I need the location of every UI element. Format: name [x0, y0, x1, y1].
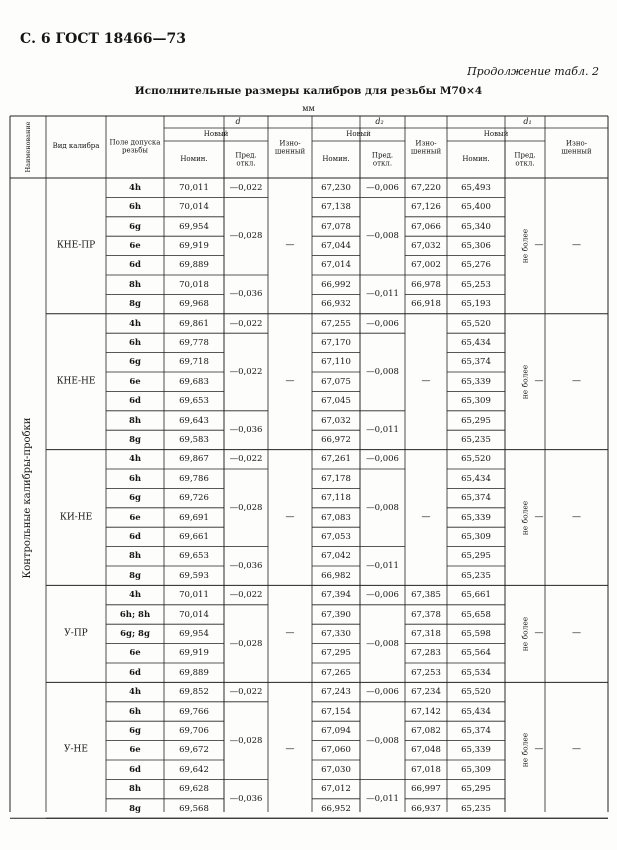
d2-worn: 66,937 — [411, 803, 441, 814]
d-nominal: 69,653 — [179, 395, 209, 406]
d2-deviation: —0,008 — [366, 735, 399, 746]
d2-deviation: —0,011 — [366, 560, 399, 571]
d2-nominal: 67,330 — [321, 628, 351, 639]
tolerance-field: 8h — [128, 551, 142, 562]
d-deviation: —0,036 — [229, 560, 263, 571]
d1-nominal: 65,374 — [461, 357, 491, 368]
d1-nominal: 65,306 — [461, 240, 491, 251]
tolerance-field: 6e — [129, 648, 141, 659]
d2-worn: 67,082 — [411, 725, 441, 736]
d-nominal: 70,018 — [179, 279, 209, 290]
d1-nominal: 65,295 — [461, 783, 491, 794]
d2-nominal: 67,265 — [321, 667, 351, 678]
d2-nominal: 66,952 — [321, 803, 351, 814]
d1-nominal: 65,309 — [461, 531, 491, 542]
d-worn-dash: — — [285, 744, 295, 755]
d1-nominal: 65,339 — [461, 376, 491, 387]
header-d2-deviation: Пред. откл. — [371, 151, 394, 167]
d1-nominal: 65,374 — [461, 492, 491, 503]
d1-deviation-dash: — — [534, 744, 544, 755]
d-nominal: 69,954 — [179, 628, 209, 639]
d2-nominal: 66,972 — [321, 434, 351, 445]
d-nominal: 69,919 — [179, 240, 209, 251]
d-nominal: 69,861 — [179, 318, 209, 329]
d1-nominal: 65,400 — [461, 201, 491, 212]
d1-deviation-dash: — — [534, 240, 544, 251]
d-nominal: 70,011 — [179, 182, 209, 193]
d-nominal: 69,568 — [179, 803, 209, 814]
d-deviation: —0,028 — [229, 638, 263, 649]
d1-deviation-dash: — — [534, 628, 544, 639]
d-deviation: —0,022 — [229, 589, 263, 600]
d2-nominal: 67,044 — [321, 240, 351, 251]
tolerance-field: 8h — [128, 415, 142, 426]
tolerance-field: 6g — [129, 221, 141, 232]
d2-nominal: 66,982 — [321, 570, 351, 581]
header-d1-deviation: Пред. откл. — [514, 151, 536, 167]
d2-nominal: 67,060 — [321, 745, 351, 756]
header-kind: Вид калибра — [52, 142, 100, 151]
tolerance-field: 8g — [129, 298, 141, 309]
d-deviation: —0,028 — [229, 502, 263, 513]
d-nominal: 69,672 — [179, 745, 209, 756]
d-worn-dash: — — [285, 512, 295, 522]
d-nominal: 69,706 — [179, 725, 209, 736]
d1-nominal: 65,339 — [461, 745, 491, 756]
d2-worn: 67,253 — [411, 667, 441, 678]
d1-nominal: 65,295 — [461, 415, 491, 426]
tolerance-field: 6d — [129, 395, 141, 406]
d2-deviation: —0,006 — [366, 589, 399, 600]
d-worn-dash: — — [285, 628, 295, 639]
tolerance-field: 4h — [128, 454, 142, 465]
d2-worn: 67,018 — [411, 764, 441, 775]
tolerance-field: 8h — [128, 279, 142, 290]
d-nominal: 69,583 — [179, 434, 209, 445]
d-deviation: —0,028 — [229, 735, 263, 746]
d2-nominal: 67,394 — [321, 589, 351, 600]
d2-worn: 67,066 — [411, 221, 441, 232]
d-nominal: 69,593 — [179, 570, 209, 581]
d2-worn: 67,126 — [411, 201, 441, 212]
continuation-note: Продолжение табл. 2 — [467, 65, 599, 78]
tolerance-field: 6d — [129, 260, 141, 271]
d2-deviation: —0,011 — [366, 289, 399, 300]
d2-nominal: 67,390 — [321, 609, 351, 620]
d-nominal: 69,766 — [179, 706, 209, 717]
header-d-nominal: Номин. — [180, 155, 208, 164]
d1-nominal: 65,520 — [461, 454, 491, 465]
header-field: Поле допуска резьбы — [109, 138, 161, 154]
d2-nominal: 66,992 — [321, 279, 351, 290]
d1-nominal: 65,235 — [461, 570, 491, 581]
header-d-new: Новый — [203, 130, 229, 139]
d2-worn: 67,048 — [411, 745, 441, 756]
d-nominal: 69,778 — [179, 337, 209, 348]
d2-worn: 67,142 — [411, 706, 441, 717]
tolerance-field: 4h — [128, 318, 142, 329]
tolerance-field: 8g — [129, 570, 141, 581]
d2-worn: 67,283 — [411, 648, 441, 659]
caliber-name: КНЕ-НЕ — [56, 376, 96, 387]
d1-deviation-dash: — — [534, 376, 544, 387]
d-nominal: 69,683 — [179, 376, 209, 387]
d-nominal: 69,643 — [179, 415, 209, 426]
tolerance-field: 6h; 8h — [119, 609, 151, 620]
header-d1: d₁ — [523, 116, 532, 126]
d1-nominal: 65,434 — [461, 337, 491, 348]
tolerance-field: 6e — [129, 512, 141, 523]
d-nominal: 70,014 — [179, 609, 209, 620]
group-label: Контрольные калибры-пробки — [22, 417, 33, 579]
d2-deviation: —0,008 — [366, 502, 399, 513]
d-nominal: 69,889 — [179, 667, 209, 678]
d2-worn: 67,378 — [411, 609, 441, 620]
page-header: С. 6 ГОСТ 18466—73 — [20, 31, 186, 47]
d2-nominal: 67,030 — [321, 764, 351, 775]
tolerance-field: 6d — [129, 764, 141, 775]
d1-nominal: 65,193 — [461, 298, 491, 309]
not-more-note: не более — [520, 616, 530, 652]
d1-worn-dash: — — [572, 376, 581, 387]
d2-deviation: —0,008 — [366, 366, 399, 377]
d1-nominal: 65,520 — [461, 318, 491, 329]
d2-nominal: 67,053 — [321, 531, 351, 542]
header-d: d — [235, 116, 241, 126]
d1-nominal: 65,295 — [461, 551, 491, 562]
d2-nominal: 67,012 — [321, 783, 351, 794]
units-label: мм — [302, 104, 315, 113]
tolerance-field: 6h — [128, 201, 142, 212]
d2-nominal: 67,032 — [321, 415, 351, 426]
d-worn-dash: — — [285, 240, 295, 251]
d2-worn: 67,002 — [411, 260, 441, 271]
d1-worn-dash: — — [572, 744, 581, 755]
d2-nominal: 67,075 — [321, 376, 351, 387]
d2-nominal: 67,154 — [321, 706, 351, 717]
not-more-note: не более — [520, 228, 530, 264]
caliber-name: У-НЕ — [64, 744, 88, 755]
header-d2-new: Новый — [346, 130, 371, 139]
d-deviation: —0,036 — [229, 289, 263, 300]
tolerance-field: 6e — [129, 376, 141, 387]
d-deviation: —0,036 — [229, 424, 263, 435]
d2-nominal: 67,295 — [321, 648, 351, 659]
d1-nominal: 65,434 — [461, 473, 491, 484]
d2-nominal: 67,170 — [321, 337, 351, 348]
d2-deviation: —0,008 — [366, 638, 399, 649]
d2-deviation: —0,008 — [366, 230, 399, 241]
header-d2-nominal: Номин. — [322, 155, 350, 164]
d-nominal: 70,011 — [179, 589, 209, 600]
d-nominal: 69,867 — [179, 454, 209, 465]
d-nominal: 69,726 — [179, 492, 209, 503]
tolerance-field: 4h — [128, 182, 142, 193]
d-nominal: 69,786 — [179, 473, 209, 484]
d2-nominal: 67,243 — [321, 686, 351, 697]
d2-deviation: —0,006 — [366, 686, 399, 697]
d2-nominal: 66,932 — [321, 298, 351, 309]
d2-worn-dash: — — [421, 376, 431, 387]
d2-worn: 66,997 — [411, 783, 441, 794]
d1-nominal: 65,493 — [461, 182, 491, 193]
d2-nominal: 67,042 — [321, 551, 351, 562]
tolerance-field: 4h — [128, 589, 142, 600]
d2-nominal: 67,255 — [321, 318, 351, 329]
d-nominal: 69,661 — [179, 531, 209, 542]
d2-nominal: 67,230 — [321, 182, 351, 193]
d2-worn: 66,978 — [411, 279, 441, 290]
tolerance-field: 6h — [128, 706, 142, 717]
header-d-deviation: Пред. откл. — [235, 151, 257, 167]
d-nominal: 69,653 — [179, 551, 209, 562]
d-nominal: 69,954 — [179, 221, 209, 232]
d2-nominal: 67,078 — [321, 221, 351, 232]
d1-nominal: 65,520 — [461, 686, 491, 697]
d2-worn: 66,918 — [411, 298, 441, 309]
d1-nominal: 65,658 — [461, 609, 491, 620]
header-d1-new: Новый — [483, 130, 509, 139]
d2-deviation: —0,011 — [366, 793, 399, 804]
not-more-note: не более — [520, 500, 530, 535]
d2-worn: 67,318 — [411, 628, 441, 639]
caliber-name: КНЕ-ПР — [56, 240, 96, 251]
d2-nominal: 67,094 — [321, 725, 351, 736]
d-nominal: 69,889 — [179, 260, 209, 271]
d2-nominal: 67,110 — [321, 357, 351, 368]
d2-nominal: 67,014 — [321, 260, 351, 271]
tolerance-field: 6g — [129, 357, 141, 368]
header-name: Наименование — [23, 121, 32, 173]
tolerance-field: 6d — [129, 531, 141, 542]
tolerance-field: 6g — [129, 492, 141, 503]
d1-nominal: 65,374 — [461, 725, 491, 736]
d1-nominal: 65,434 — [461, 706, 491, 717]
header-d1-nominal: Номин. — [462, 155, 490, 164]
d1-nominal: 65,340 — [461, 221, 491, 232]
tolerance-field: 8g — [129, 434, 141, 445]
header-d2: d₂ — [375, 116, 384, 126]
d-nominal: 69,642 — [179, 764, 209, 775]
tolerance-field: 4h — [128, 686, 142, 697]
d1-nominal: 65,534 — [461, 667, 491, 678]
d-deviation: —0,022 — [229, 182, 263, 193]
d2-deviation: —0,006 — [366, 182, 399, 193]
d1-deviation-dash: — — [534, 512, 544, 522]
tolerance-field: 6d — [129, 667, 141, 678]
d2-nominal: 67,045 — [321, 395, 351, 406]
d2-worn-dash: — — [421, 512, 431, 522]
d-deviation: —0,022 — [229, 318, 263, 329]
d2-deviation: —0,011 — [366, 424, 399, 435]
d1-nominal: 65,564 — [461, 648, 491, 659]
d-deviation: —0,022 — [229, 454, 263, 465]
header-d1-worn: Изно-шенный — [561, 139, 592, 155]
tolerance-field: 6g — [129, 725, 141, 736]
d-deviation: —0,022 — [229, 366, 263, 377]
d1-nominal: 65,339 — [461, 512, 491, 523]
d2-nominal: 67,083 — [321, 512, 351, 523]
tolerance-field: 8h — [128, 783, 142, 794]
not-more-note: не более — [520, 364, 530, 399]
d-deviation: —0,028 — [229, 230, 263, 241]
d-nominal: 70,014 — [179, 201, 209, 212]
d-deviation: —0,036 — [229, 793, 263, 804]
d-worn-dash: — — [285, 376, 295, 387]
d-nominal: 69,718 — [179, 357, 209, 368]
d1-nominal: 65,309 — [461, 395, 491, 406]
d1-worn-dash: — — [572, 628, 581, 639]
d2-worn: 67,220 — [411, 182, 441, 193]
d1-nominal: 65,253 — [461, 279, 491, 290]
d2-worn: 67,032 — [411, 240, 441, 251]
d2-nominal: 67,138 — [321, 201, 351, 212]
d1-nominal: 65,276 — [461, 260, 491, 271]
d1-worn-dash: — — [572, 240, 581, 251]
caliber-name: У-ПР — [64, 628, 88, 639]
header-d-worn: Изно-шенный — [274, 139, 306, 155]
table-title: Исполнительные размеры калибров для резьбы М70×4 — [134, 85, 483, 97]
d1-nominal: 65,661 — [461, 589, 491, 600]
d-nominal: 69,628 — [179, 783, 209, 794]
d2-nominal: 67,118 — [321, 492, 351, 503]
d1-nominal: 65,598 — [461, 628, 491, 639]
tolerance-field: 6e — [129, 745, 141, 756]
d1-nominal: 65,235 — [461, 803, 491, 814]
d1-worn-dash: — — [572, 512, 581, 522]
d2-worn: 67,385 — [411, 589, 441, 600]
tolerance-field: 6g; 8g — [120, 628, 150, 639]
tolerance-field: 6e — [129, 240, 141, 251]
d-nominal: 69,691 — [179, 512, 209, 523]
d-nominal: 69,852 — [179, 686, 209, 697]
d2-deviation: —0,006 — [366, 318, 399, 329]
d2-nominal: 67,178 — [321, 473, 351, 484]
d2-deviation: —0,006 — [366, 454, 399, 465]
header-d2-worn: Изно-шенный — [410, 139, 442, 155]
d-nominal: 69,968 — [179, 298, 209, 309]
tolerance-field: 8g — [129, 803, 141, 814]
d2-nominal: 67,261 — [321, 454, 351, 465]
d1-nominal: 65,309 — [461, 764, 491, 775]
d1-nominal: 65,235 — [461, 434, 491, 445]
caliber-name: КИ-НЕ — [59, 512, 93, 522]
d-deviation: —0,022 — [229, 686, 263, 697]
d-nominal: 69,919 — [179, 648, 209, 659]
tolerance-field: 6h — [128, 337, 142, 348]
tolerance-field: 6h — [128, 473, 142, 484]
d2-worn: 67,234 — [411, 686, 441, 697]
not-more-note: не более — [520, 733, 530, 768]
